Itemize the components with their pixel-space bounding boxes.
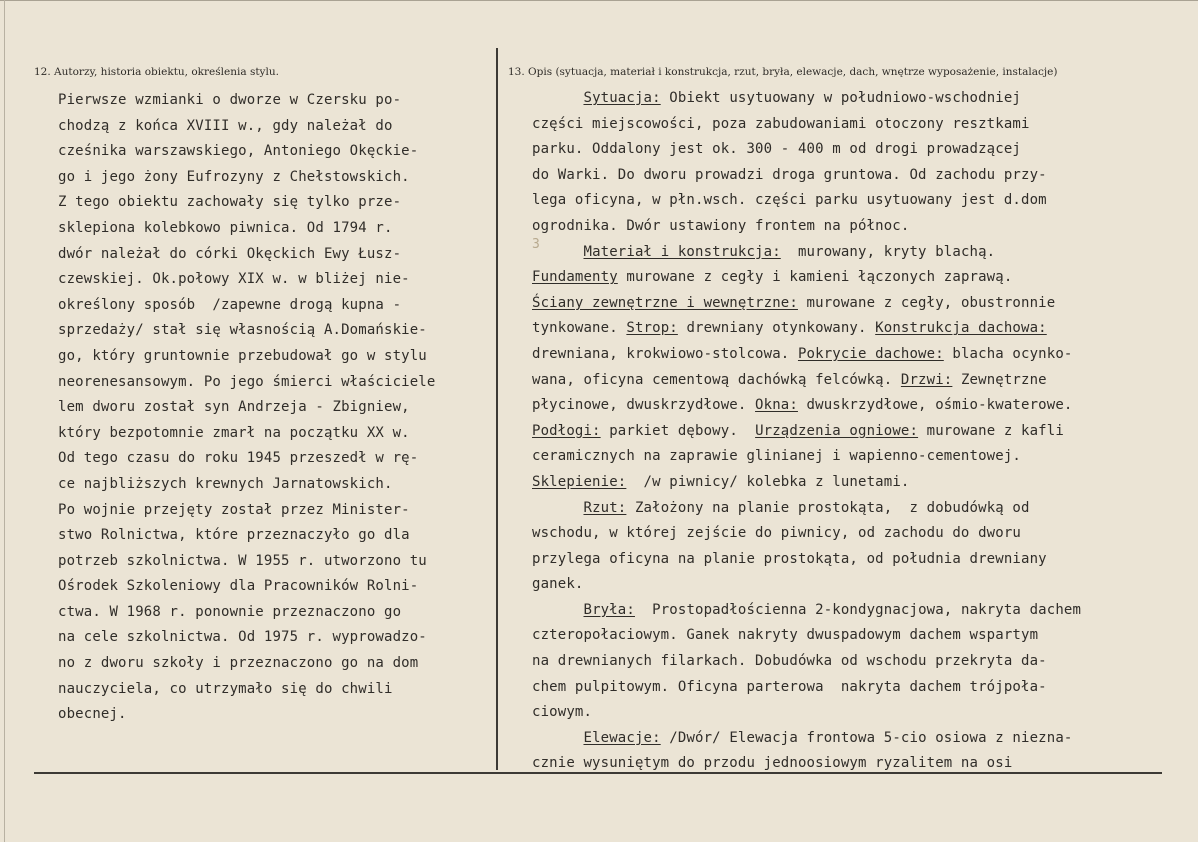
- text-segment: parku. Oddalony jest ok. 300 - 400 m od drogi prowadzącej: [532, 141, 1021, 158]
- text-line: Pierwsze wzmianki o dworze w Czersku po-: [58, 92, 402, 108]
- underlined-heading: Strop:: [626, 320, 678, 337]
- text-segment: drewniana, krokwiowo-stolcowa.: [532, 345, 798, 362]
- text-line: [532, 240, 1081, 266]
- text-segment: [532, 500, 583, 516]
- text-line: [532, 419, 1081, 445]
- underlined-heading: Urządzenia ogniowe:: [755, 422, 919, 439]
- text-line: [532, 521, 1081, 547]
- text-segment: wana, oficyna cementową dachówką felcówką.: [532, 371, 901, 388]
- text-line: sprzedaży/ stał się własnością A.Domańskie-: [58, 322, 427, 339]
- text-line: ctwa. W 1968 r. ponownie przeznaczono go: [58, 603, 402, 620]
- text-segment: ceramicznych na zaprawie glinianej i wapienno-cementowej.: [532, 448, 1021, 465]
- text-line: Z tego obiektu zachowały się tylko prze-: [58, 194, 402, 211]
- text-line: [532, 368, 1081, 394]
- text-segment: chem pulpitowym. Oficyna parterowa nakryta dachem trójpoła-: [532, 678, 1047, 695]
- text-line: [532, 547, 1081, 573]
- text-line: [532, 342, 1081, 368]
- page-top-edge: [0, 0, 1198, 1]
- text-line: obecnej.: [58, 706, 127, 723]
- text-segment: Zewnętrzne: [952, 371, 1047, 388]
- text-line: [532, 470, 1081, 496]
- text-segment: parkiet dębowy.: [600, 422, 756, 439]
- text-segment: dwuskrzydłowe, ośmio-kwaterowe.: [797, 397, 1073, 414]
- text-line: [532, 393, 1081, 419]
- underlined-heading: Podłogi:: [532, 422, 601, 439]
- text-line: potrzeb szkolnictwa. W 1955 r. utworzono tu: [58, 552, 427, 569]
- text-segment: na drewnianych filarkach. Dobudówka od wschodu przekryta da-: [532, 653, 1047, 670]
- underlined-heading: Sklepienie:: [532, 473, 627, 490]
- text-segment: /w piwnicy/ kolebka z lunetami.: [626, 473, 910, 490]
- text-line: [532, 86, 1081, 112]
- page-left-edge: [4, 0, 5, 842]
- underlined-heading: Fundamenty: [532, 269, 618, 286]
- underlined-heading: Ściany zewnętrzne i wewnętrzne:: [532, 294, 798, 311]
- text-segment: ciowym.: [532, 704, 593, 721]
- text-segment: blacha ocynko-: [943, 345, 1073, 362]
- text-line: [532, 751, 1081, 777]
- underlined-heading: Rzut:: [583, 499, 627, 516]
- text-line: [532, 598, 1081, 624]
- text-line: cześnika warszawskiego, Antoniego Okęckie-: [58, 143, 419, 160]
- underlined-heading: Bryła:: [583, 601, 635, 618]
- text-segment: [532, 602, 583, 618]
- text-line: na cele szkolnictwa. Od 1975 r. wyprowadzo-: [58, 629, 427, 646]
- text-line: Po wojnie przejęty został przez Minister-: [58, 501, 410, 518]
- text-line: czewskiej. Ok.połowy XIX w. w bliżej nie-: [58, 271, 410, 288]
- text-line: dwór należał do córki Okęckich Ewy Łusz-: [58, 245, 402, 262]
- text-segment: płycinowe, dwuskrzydłowe.: [532, 397, 756, 414]
- section-13-heading: 13. Opis (sytuacja, materiał i konstrukcja, rzut, bryła, elewacje, dach, wnętrze wyposażenie, instalacje): [508, 66, 1058, 78]
- text-segment: drewniany otynkowany.: [677, 320, 876, 337]
- underlined-heading: Materiał i konstrukcja:: [583, 243, 781, 260]
- text-line: [532, 163, 1081, 189]
- text-segment: cznie wysuniętym do przodu jednoosiowym ryzalitem na osi: [532, 755, 1013, 772]
- text-line: [532, 112, 1081, 138]
- text-line: [532, 649, 1081, 675]
- text-segment: Założony na planie prostokąta, z dobudówką od: [626, 499, 1030, 516]
- underlined-heading: Pokrycie dachowe:: [797, 345, 944, 362]
- text-line: go, który gruntownie przebudował go w stylu: [58, 347, 427, 364]
- text-segment: murowane z cegły i kamieni łączonych zaprawą.: [617, 269, 1013, 286]
- text-segment: wschodu, w której zejście do piwnicy, od zachodu do dworu: [532, 525, 1021, 542]
- text-line: nauczyciela, co utrzymało się do chwili: [58, 680, 393, 697]
- underlined-heading: Elewacje:: [583, 729, 661, 746]
- text-segment: ogrodnika. Dwór ustawiony frontem na północ.: [532, 217, 910, 234]
- text-line: lem dworu został syn Andrzeja - Zbigniew,: [58, 399, 410, 416]
- text-line: [532, 137, 1081, 163]
- text-line: stwo Rolnictwa, które przeznaczyło go dla: [58, 527, 410, 544]
- text-line: [532, 291, 1081, 317]
- text-line: Ośrodek Szkoleniowy dla Pracowników Rolni-: [58, 578, 419, 595]
- text-line: [532, 444, 1081, 470]
- text-line: określony sposób /zapewne drogą kupna -: [58, 296, 402, 313]
- text-segment: [532, 90, 583, 106]
- text-segment: lega oficyna, w płn.wsch. części parku usytuowany jest d.dom: [532, 192, 1047, 209]
- text-segment: [532, 730, 583, 746]
- section-13-text: [532, 86, 1081, 777]
- text-line: [532, 572, 1081, 598]
- text-line: ce najbliższych krewnych Jarnatowskich.: [58, 475, 393, 492]
- text-segment: przylega oficyna na planie prostokąta, od południa drewniany: [532, 550, 1047, 567]
- underlined-heading: Sytuacja:: [583, 90, 661, 106]
- text-segment: murowane z kafli: [918, 422, 1064, 439]
- section-12-text: [58, 88, 435, 728]
- text-segment: ganek.: [532, 576, 584, 593]
- text-line: go i jego żony Eufrozyny z Chełstowskich.: [58, 168, 410, 185]
- text-line: no z dworu szkoły i przeznaczono go na dom: [58, 655, 419, 672]
- underlined-heading: Drzwi:: [900, 371, 953, 388]
- text-line: [532, 675, 1081, 701]
- text-segment: tynkowane.: [532, 320, 627, 337]
- text-line: [532, 214, 1081, 240]
- text-segment: Prostopadłościenna 2-kondygnacjowa, nakryta dachem: [634, 601, 1082, 618]
- margin-mark: 3: [532, 237, 540, 252]
- text-segment: Obiekt usytuowany w południowo-wschodniej: [660, 90, 1022, 106]
- text-line: [532, 700, 1081, 726]
- text-segment: do Warki. Do dworu prowadzi droga gruntowa. Od zachodu przy-: [532, 166, 1047, 183]
- text-line: chodzą z końca XVIII w., gdy należał do: [58, 117, 393, 134]
- text-line: Od tego czasu do roku 1945 przeszedł w rę-: [58, 450, 419, 467]
- text-segment: murowane z cegły, obustronnie: [797, 294, 1056, 311]
- text-segment: /Dwór/ Elewacja frontowa 5-cio osiowa z niezna-: [660, 729, 1073, 746]
- text-segment: czteropołaciowym. Ganek nakryty dwuspadowym dachem wspartym: [532, 627, 1039, 644]
- column-divider: [496, 48, 498, 770]
- text-line: [532, 726, 1081, 752]
- underlined-heading: Konstrukcja dachowa:: [875, 320, 1047, 337]
- text-line: sklepiona kolebkowo piwnica. Od 1794 r.: [58, 219, 393, 236]
- section-12-heading: 12. Autorzy, historia obiektu, określenia stylu.: [34, 66, 279, 78]
- text-segment: murowany, kryty blachą.: [780, 243, 996, 260]
- text-segment: części miejscowości, poza zabudowaniami otoczony resztkami: [532, 115, 1030, 132]
- underlined-heading: Okna:: [755, 397, 798, 414]
- text-line: neorenesansowym. Po jego śmierci właściciele: [58, 373, 436, 390]
- text-line: [532, 265, 1081, 291]
- text-line: [532, 188, 1081, 214]
- text-line: który bezpotomnie zmarł na początku XX w.: [58, 424, 410, 441]
- text-line: [532, 496, 1081, 522]
- text-line: [532, 316, 1081, 342]
- text-line: [532, 623, 1081, 649]
